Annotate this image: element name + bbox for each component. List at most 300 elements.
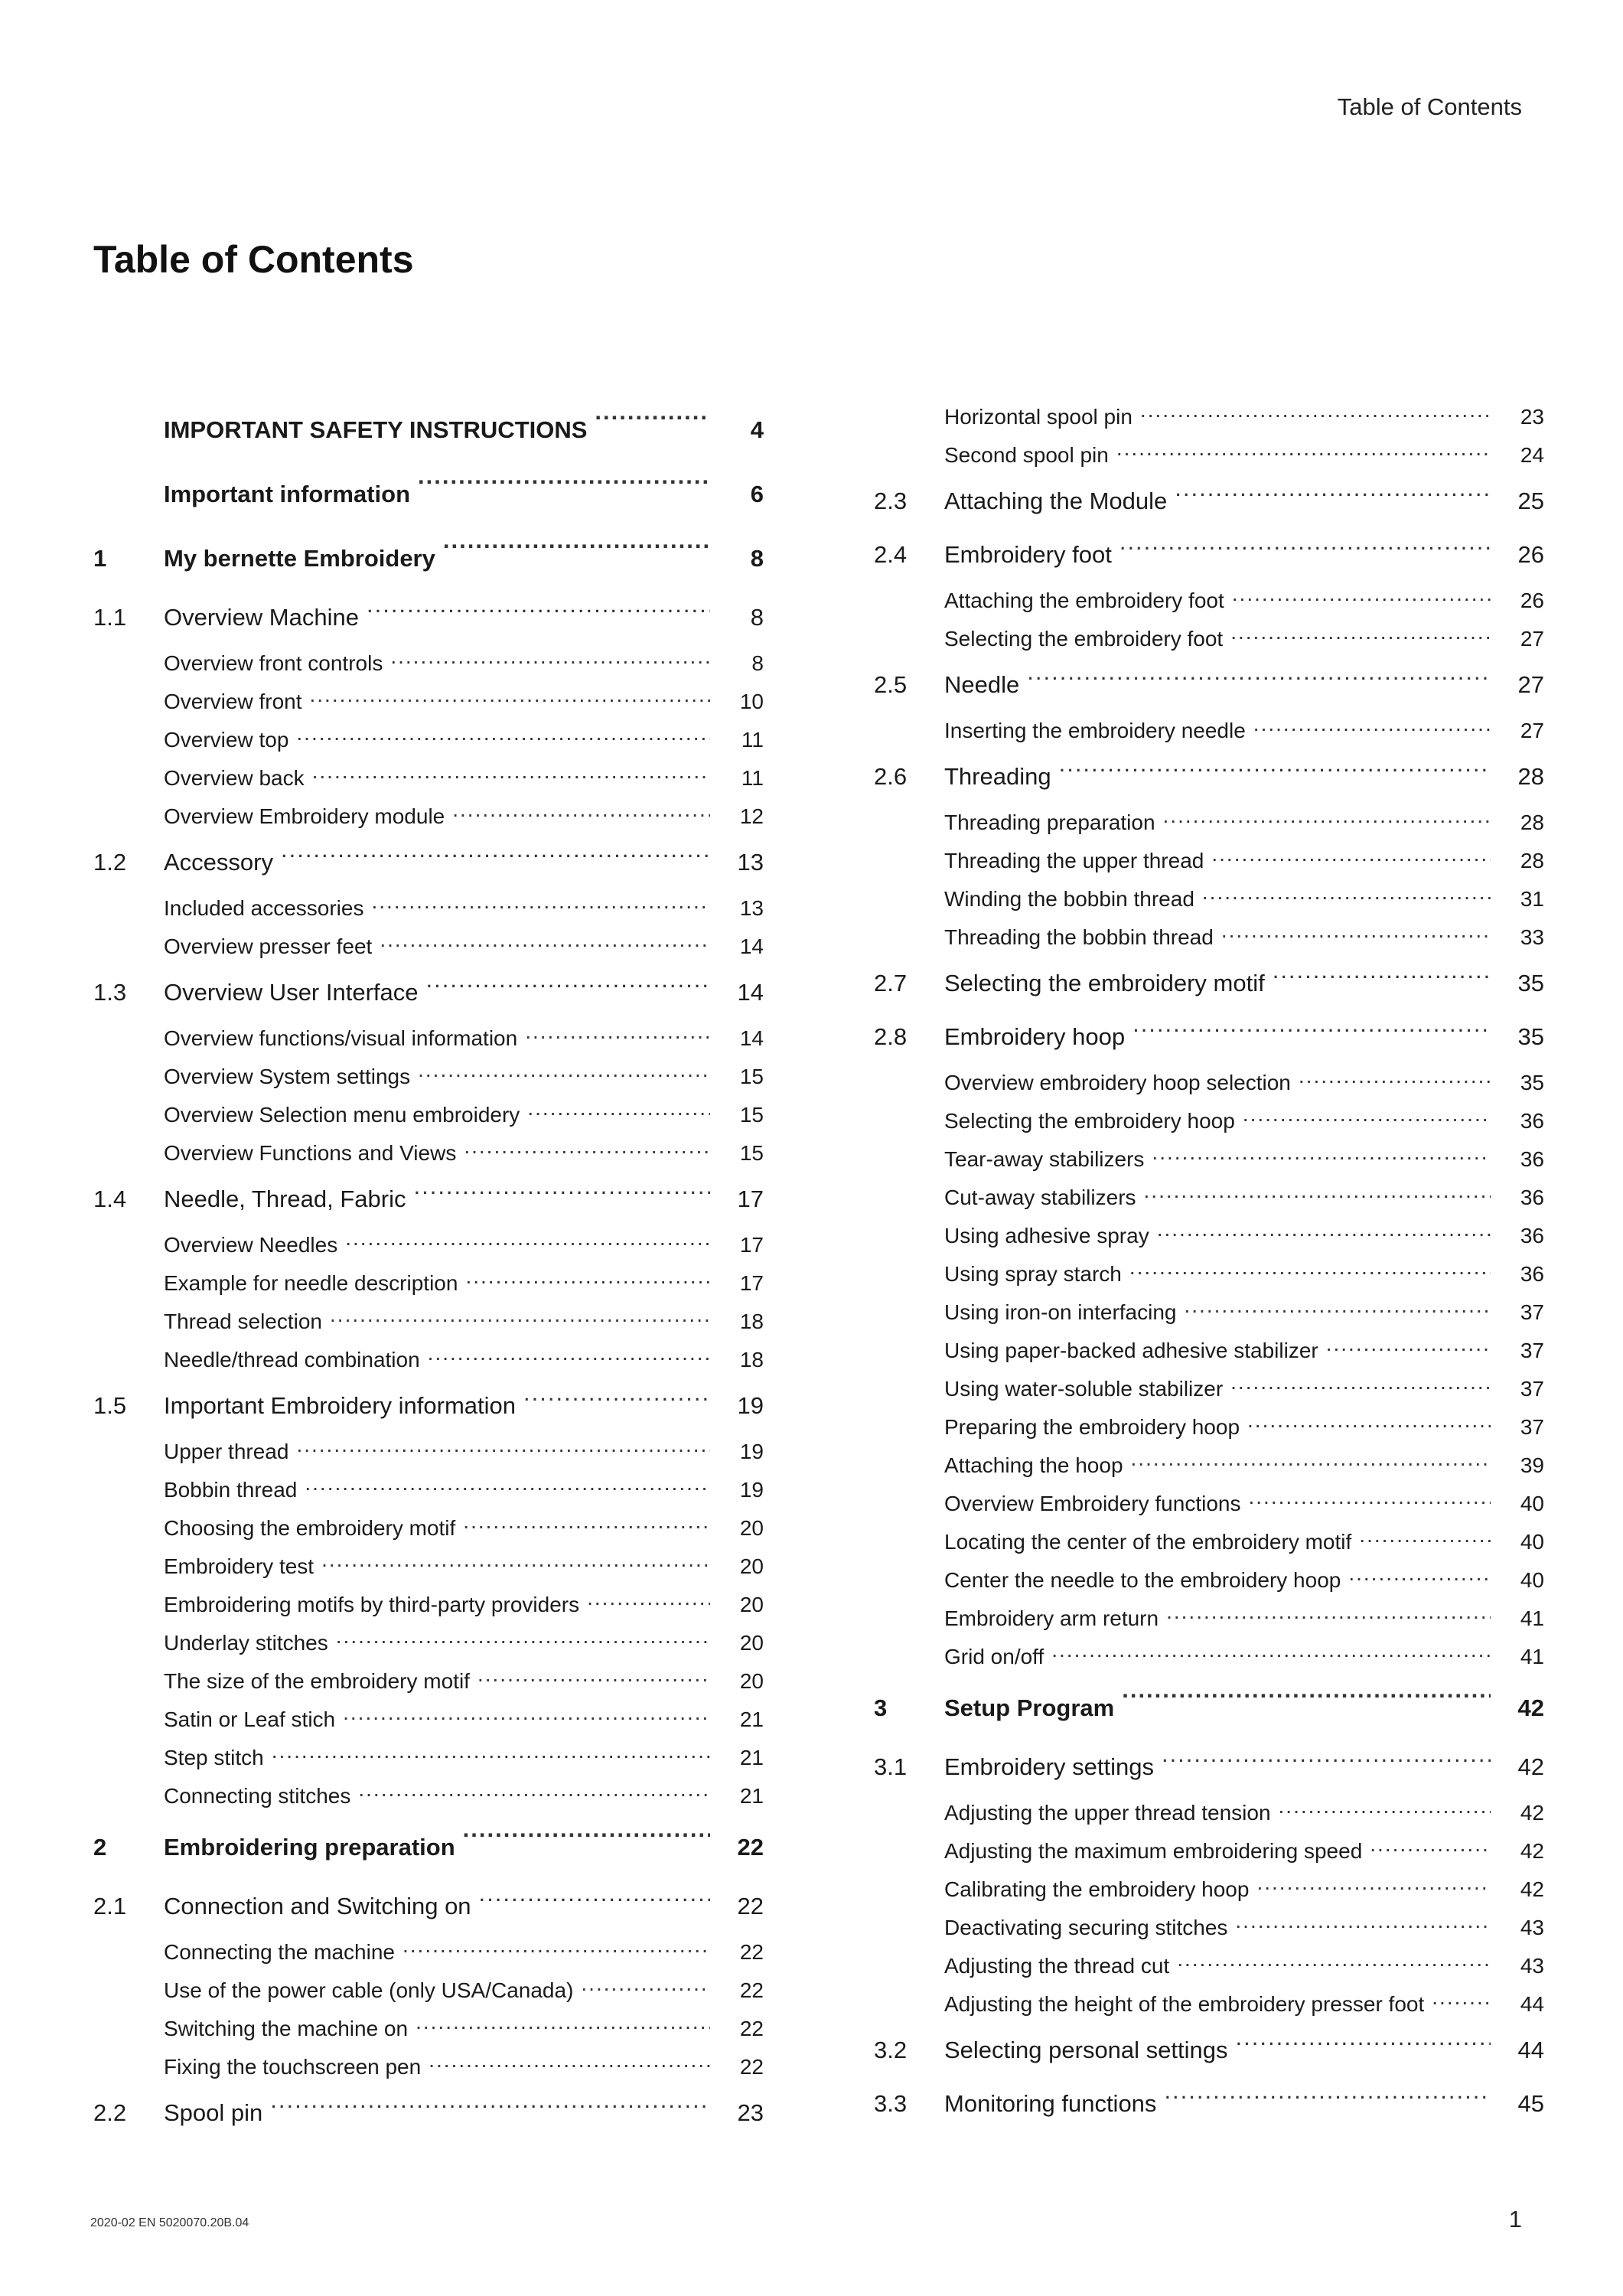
toc-entry-label: Selecting the embroidery hoop bbox=[944, 1109, 1235, 1133]
toc-entry-number: 3.1 bbox=[874, 1753, 908, 1780]
dot-leader bbox=[358, 1777, 710, 1799]
toc-entry[interactable] bbox=[874, 2077, 1544, 2131]
dot-leader bbox=[1157, 1217, 1491, 1238]
toc-entry[interactable] bbox=[874, 1985, 1544, 2024]
toc-entry[interactable] bbox=[93, 1433, 764, 1471]
dot-leader bbox=[1248, 1485, 1491, 1506]
dot-leader bbox=[1370, 1832, 1491, 1854]
toc-entry-label: Adjusting the thread cut bbox=[944, 1954, 1170, 1978]
dot-leader bbox=[1164, 2077, 1491, 2101]
toc-entry-label: Overview front bbox=[164, 690, 302, 713]
toc-entry[interactable] bbox=[93, 462, 764, 527]
toc-entry-number: 1 bbox=[93, 545, 107, 572]
toc-entry[interactable] bbox=[93, 966, 764, 1019]
dot-leader bbox=[581, 1971, 710, 1993]
toc-entry-label: Winding the bobbin thread bbox=[944, 887, 1194, 911]
toc-entry-label: Threading the upper thread bbox=[944, 849, 1204, 872]
toc-entry-label: Overview System settings bbox=[164, 1065, 411, 1088]
dot-leader bbox=[345, 1226, 710, 1247]
toc-entry-label: Overview functions/visual information bbox=[164, 1026, 518, 1050]
toc-entry-label: Cut-away stabilizers bbox=[944, 1186, 1136, 1209]
toc-entry[interactable] bbox=[874, 1179, 1544, 1217]
toc-entry-page: 15 bbox=[739, 1103, 764, 1127]
toc-entry[interactable] bbox=[874, 1740, 1544, 1794]
toc-entry-page: 19 bbox=[739, 1478, 764, 1502]
toc-entry-page: 21 bbox=[739, 1784, 764, 1808]
toc-entry[interactable] bbox=[874, 398, 1544, 436]
dot-leader bbox=[1122, 1676, 1491, 1700]
toc-entry-page: 20 bbox=[739, 1516, 764, 1540]
toc-entry[interactable] bbox=[93, 1933, 764, 1971]
dot-leader bbox=[479, 1880, 710, 1903]
dot-leader bbox=[443, 527, 710, 550]
dot-leader bbox=[371, 889, 710, 911]
dot-leader bbox=[367, 591, 710, 615]
toc-entry-label: Setup Program bbox=[944, 1694, 1115, 1721]
toc-entry[interactable] bbox=[93, 836, 764, 889]
toc-entry[interactable] bbox=[93, 797, 764, 836]
toc-entry-number: 1.5 bbox=[93, 1392, 127, 1419]
toc-entry-page: 6 bbox=[750, 481, 764, 507]
dot-leader bbox=[1236, 2024, 1491, 2047]
toc-entry[interactable] bbox=[874, 1446, 1544, 1485]
toc-entry-label: Monitoring functions bbox=[944, 2090, 1157, 2117]
toc-entry-page: 13 bbox=[739, 896, 764, 920]
dot-leader bbox=[310, 683, 711, 704]
dot-leader bbox=[429, 2048, 710, 2069]
toc-entry-page: 11 bbox=[741, 766, 764, 790]
toc-entry-page: 28 bbox=[1520, 849, 1544, 872]
toc-entry[interactable] bbox=[93, 1096, 764, 1134]
dot-leader bbox=[1202, 880, 1491, 902]
toc-entry-page: 26 bbox=[1520, 589, 1544, 612]
toc-entry-label: Selecting the embroidery motif bbox=[944, 970, 1265, 996]
toc-entry-label: Overview User Interface bbox=[164, 979, 419, 1006]
toc-column-right bbox=[874, 398, 1544, 2131]
toc-entry[interactable] bbox=[93, 683, 764, 721]
toc-entry-label: Using iron-on interfacing bbox=[944, 1300, 1177, 1324]
toc-entry-page: 20 bbox=[739, 1669, 764, 1693]
toc-entry-page: 36 bbox=[1520, 1262, 1544, 1286]
dot-leader bbox=[330, 1303, 710, 1324]
dot-leader bbox=[1185, 1293, 1491, 1315]
dot-leader bbox=[463, 1509, 710, 1531]
toc-entry-number: 3.2 bbox=[874, 2037, 908, 2063]
toc-entry-label: Needle/thread combination bbox=[164, 1348, 420, 1371]
toc-entry-page: 42 bbox=[1517, 1753, 1544, 1780]
toc-entry[interactable] bbox=[874, 436, 1544, 475]
toc-entry-label: Overview Selection menu embroidery bbox=[164, 1103, 520, 1127]
toc-entry-label: Spool pin bbox=[164, 2099, 263, 2126]
toc-entry-page: 13 bbox=[737, 849, 764, 876]
toc-entry[interactable] bbox=[93, 398, 764, 462]
dot-leader bbox=[1211, 842, 1491, 863]
toc-entry-page: 15 bbox=[739, 1141, 764, 1165]
toc-entry-page: 11 bbox=[741, 728, 764, 752]
toc-entry-page: 37 bbox=[1520, 1339, 1544, 1362]
dot-leader bbox=[1273, 957, 1491, 980]
dot-leader bbox=[281, 836, 710, 859]
toc-entry-page: 41 bbox=[1520, 1645, 1544, 1668]
toc-entry-label: Overview front controls bbox=[164, 651, 383, 675]
toc-entry-page: 28 bbox=[1517, 763, 1544, 790]
dot-leader bbox=[1221, 918, 1491, 940]
dot-leader bbox=[1152, 1140, 1491, 1162]
toc-entry-page: 37 bbox=[1520, 1415, 1544, 1439]
dot-leader bbox=[1359, 1523, 1491, 1544]
dot-leader bbox=[1175, 475, 1491, 498]
toc-entry[interactable] bbox=[874, 712, 1544, 750]
toc-entry[interactable] bbox=[93, 1303, 764, 1341]
toc-entry[interactable] bbox=[874, 1638, 1544, 1676]
toc-entry[interactable] bbox=[874, 1676, 1544, 1740]
toc-entry[interactable] bbox=[93, 1471, 764, 1509]
toc-entry[interactable] bbox=[93, 1019, 764, 1058]
toc-entry[interactable] bbox=[874, 1217, 1544, 1255]
toc-entry-label: Second spool pin bbox=[944, 443, 1109, 467]
toc-entry-page: 17 bbox=[737, 1186, 764, 1212]
toc-entry[interactable] bbox=[93, 591, 764, 644]
toc-entry[interactable] bbox=[874, 880, 1544, 918]
toc-entry[interactable] bbox=[874, 1102, 1544, 1140]
toc-entry-label: Adjusting the upper thread tension bbox=[944, 1801, 1271, 1825]
toc-entry-label: My bernette Embroidery bbox=[164, 545, 435, 572]
dot-leader bbox=[1133, 1010, 1491, 1034]
toc-entry-label: Overview presser feet bbox=[164, 934, 373, 958]
toc-entry-label: Attaching the hoop bbox=[944, 1453, 1123, 1477]
toc-entry-label: Attaching the Module bbox=[944, 488, 1168, 514]
toc-entry-label: Upper thread bbox=[164, 1440, 289, 1463]
toc-entry[interactable] bbox=[874, 1561, 1544, 1600]
dot-leader bbox=[1162, 1740, 1491, 1764]
toc-entry[interactable] bbox=[874, 842, 1544, 880]
toc-entry[interactable] bbox=[874, 528, 1544, 582]
toc-entry-page: 21 bbox=[739, 1746, 764, 1769]
toc-entry[interactable] bbox=[874, 918, 1544, 957]
dot-leader bbox=[1256, 1870, 1491, 1892]
toc-entry[interactable] bbox=[93, 1264, 764, 1303]
toc-entry-page: 14 bbox=[739, 1026, 764, 1050]
dot-leader bbox=[477, 1662, 710, 1684]
dot-leader bbox=[296, 1433, 710, 1454]
toc-entry[interactable] bbox=[874, 1870, 1544, 1909]
toc-entry-page: 12 bbox=[739, 804, 764, 828]
toc-entry-number: 2.8 bbox=[874, 1023, 908, 1050]
dot-leader bbox=[525, 1019, 710, 1041]
toc-entry[interactable] bbox=[874, 1332, 1544, 1370]
toc-entry-page: 36 bbox=[1520, 1147, 1544, 1171]
toc-entry-page: 36 bbox=[1520, 1109, 1544, 1133]
toc-entry-label: Preparing the embroidery hoop bbox=[944, 1415, 1240, 1439]
toc-entry-label: Deactivating securing stitches bbox=[944, 1916, 1228, 1939]
toc-entry[interactable] bbox=[93, 1341, 764, 1379]
toc-entry-page: 17 bbox=[739, 1233, 764, 1257]
toc-entry-label: Accessory bbox=[164, 849, 273, 876]
toc-entry-page: 10 bbox=[739, 690, 764, 713]
dot-leader bbox=[1140, 398, 1491, 419]
toc-entry-label: Grid on/off bbox=[944, 1645, 1045, 1668]
toc-entry[interactable] bbox=[93, 1624, 764, 1662]
toc-entry[interactable] bbox=[874, 1523, 1544, 1561]
toc-entry-label: Calibrating the embroidery hoop bbox=[944, 1877, 1250, 1901]
toc-entry[interactable] bbox=[93, 721, 764, 759]
dot-leader bbox=[426, 966, 711, 990]
toc-entry[interactable] bbox=[874, 1600, 1544, 1638]
toc-entry-number: 3.3 bbox=[874, 2090, 908, 2117]
toc-entry[interactable] bbox=[874, 1485, 1544, 1523]
toc-entry[interactable] bbox=[874, 1909, 1544, 1947]
dot-leader bbox=[1348, 1561, 1491, 1583]
dot-leader bbox=[1299, 1064, 1491, 1085]
toc-entry-page: 20 bbox=[739, 1631, 764, 1655]
toc-entry-page: 35 bbox=[1520, 1071, 1544, 1094]
toc-entry[interactable] bbox=[93, 644, 764, 683]
toc-entry[interactable] bbox=[93, 1777, 764, 1815]
toc-entry-label: Needle, Thread, Fabric bbox=[164, 1186, 406, 1212]
toc-entry-page: 18 bbox=[739, 1309, 764, 1333]
toc-entry[interactable] bbox=[93, 1971, 764, 2010]
dot-leader bbox=[416, 2010, 710, 2031]
toc-entry-number: 2.4 bbox=[874, 541, 908, 568]
toc-entry[interactable] bbox=[874, 750, 1544, 804]
toc-entry-page: 8 bbox=[750, 545, 764, 572]
dot-leader bbox=[1326, 1332, 1491, 1353]
toc-entry-label: Underlay stitches bbox=[164, 1631, 328, 1655]
toc-entry-page: 26 bbox=[1517, 541, 1544, 568]
toc-entry[interactable] bbox=[874, 1293, 1544, 1332]
dot-leader bbox=[1051, 1638, 1491, 1659]
toc-entry-label: Thread selection bbox=[164, 1309, 323, 1333]
toc-entry[interactable] bbox=[93, 2086, 764, 2140]
running-header: Table of Contents bbox=[1337, 93, 1522, 120]
toc-entry[interactable] bbox=[874, 957, 1544, 1010]
toc-entry[interactable] bbox=[93, 1134, 764, 1172]
toc-entry[interactable] bbox=[874, 620, 1544, 658]
toc-entry[interactable] bbox=[874, 1947, 1544, 1985]
toc-entry[interactable] bbox=[93, 1226, 764, 1264]
toc-entry-number: 1.2 bbox=[93, 849, 127, 876]
toc-entry-label: Needle bbox=[944, 671, 1020, 698]
toc-entry[interactable] bbox=[93, 527, 764, 591]
toc-entry-page: 17 bbox=[739, 1271, 764, 1295]
toc-entry-page: 20 bbox=[739, 1593, 764, 1616]
toc-entry-label: Example for needle description bbox=[164, 1271, 458, 1295]
toc-entry[interactable] bbox=[874, 1794, 1544, 1832]
toc-entry-label: Important Embroidery information bbox=[164, 1392, 517, 1419]
toc-entry-number: 2.6 bbox=[874, 763, 908, 790]
toc-entry-label: Connecting stitches bbox=[164, 1784, 351, 1808]
toc-entry-page: 24 bbox=[1520, 443, 1544, 467]
dot-leader bbox=[1230, 1370, 1491, 1391]
toc-entry[interactable] bbox=[874, 1064, 1544, 1102]
toc-entry[interactable] bbox=[874, 1370, 1544, 1408]
dot-leader bbox=[464, 1134, 710, 1156]
toc-entry-page: 44 bbox=[1520, 1992, 1544, 2016]
toc-entry-label: Satin or Leaf stich bbox=[164, 1707, 336, 1731]
toc-entry-label: Embroidering preparation bbox=[164, 1834, 455, 1861]
dot-leader bbox=[272, 1739, 710, 1760]
toc-entry-page: 8 bbox=[751, 651, 764, 675]
toc-entry[interactable] bbox=[874, 1140, 1544, 1179]
dot-leader bbox=[1059, 750, 1491, 774]
toc-entry[interactable] bbox=[874, 2024, 1544, 2077]
toc-entry[interactable] bbox=[93, 1880, 764, 1933]
toc-entry[interactable] bbox=[93, 1379, 764, 1433]
toc-entry-number: 2.5 bbox=[874, 671, 908, 698]
dot-leader bbox=[1129, 1255, 1491, 1277]
toc-entry-label: Attaching the embroidery foot bbox=[944, 589, 1224, 612]
dot-leader bbox=[428, 1341, 710, 1362]
dot-leader bbox=[1163, 804, 1491, 825]
toc-entry-page: 43 bbox=[1520, 1916, 1544, 1939]
toc-entry-label: Step stitch bbox=[164, 1746, 264, 1769]
toc-entry-label: Embroidery hoop bbox=[944, 1023, 1126, 1050]
toc-entry[interactable] bbox=[93, 759, 764, 797]
toc-entry[interactable] bbox=[93, 2048, 764, 2086]
toc-entry-page: 23 bbox=[737, 2099, 764, 2126]
dot-leader bbox=[463, 1815, 710, 1839]
toc-entry[interactable] bbox=[874, 475, 1544, 528]
toc-entry-label: Overview top bbox=[164, 728, 289, 752]
toc-entry-page: 20 bbox=[739, 1554, 764, 1578]
toc-entry-page: 22 bbox=[739, 2055, 764, 2079]
toc-entry-label: Tear-away stabilizers bbox=[944, 1147, 1145, 1171]
dot-leader bbox=[1279, 1794, 1491, 1815]
dot-leader bbox=[418, 1058, 710, 1079]
toc-entry[interactable] bbox=[874, 1408, 1544, 1446]
toc-entry-page: 15 bbox=[739, 1065, 764, 1088]
toc-entry-number: 2.7 bbox=[874, 970, 908, 996]
toc-entry[interactable] bbox=[93, 1548, 764, 1586]
dot-leader bbox=[312, 759, 710, 781]
toc-entry-page: 23 bbox=[1520, 405, 1544, 429]
toc-entry[interactable] bbox=[93, 1739, 764, 1777]
toc-entry[interactable] bbox=[93, 928, 764, 966]
toc-entry-page: 22 bbox=[737, 1893, 764, 1919]
toc-entry-label: Included accessories bbox=[164, 896, 364, 920]
toc-entry-label: Overview Machine bbox=[164, 604, 359, 631]
dot-leader bbox=[587, 1586, 710, 1607]
toc-entry[interactable] bbox=[874, 1255, 1544, 1293]
toc-entry-page: 14 bbox=[739, 934, 764, 958]
toc-entry-page: 35 bbox=[1517, 970, 1544, 996]
toc-entry[interactable] bbox=[93, 889, 764, 928]
toc-entry[interactable] bbox=[93, 2010, 764, 2048]
toc-entry-number: 1.4 bbox=[93, 1186, 127, 1212]
toc-entry-label: Locating the center of the embroidery motif bbox=[944, 1530, 1352, 1554]
toc-entry-page: 42 bbox=[1520, 1801, 1544, 1825]
dot-leader bbox=[270, 2086, 710, 2110]
toc-entry[interactable] bbox=[93, 1662, 764, 1701]
toc-entry[interactable] bbox=[93, 1815, 764, 1880]
toc-entry-page: 37 bbox=[1520, 1300, 1544, 1324]
toc-entry-label: Overview Needles bbox=[164, 1233, 338, 1257]
toc-column-left bbox=[93, 398, 764, 2140]
toc-entry-page: 8 bbox=[750, 604, 764, 631]
toc-entry-page: 41 bbox=[1520, 1606, 1544, 1630]
toc-entry[interactable] bbox=[874, 582, 1544, 620]
toc-entry-label: Embroidery arm return bbox=[944, 1606, 1159, 1630]
toc-entry-page: 40 bbox=[1520, 1568, 1544, 1592]
toc-entry-page: 43 bbox=[1520, 1954, 1544, 1978]
toc-entry-label: Center the needle to the embroidery hoop bbox=[944, 1568, 1341, 1592]
toc-entry-page: 35 bbox=[1517, 1023, 1544, 1050]
toc-entry-page: 22 bbox=[737, 1834, 764, 1861]
dot-leader bbox=[595, 398, 710, 422]
toc-entry-label: Important information bbox=[164, 481, 411, 507]
toc-entry-page: 19 bbox=[737, 1392, 764, 1419]
toc-entry-label: Fixing the touchscreen pen bbox=[164, 2055, 422, 2079]
toc-entry-label: Choosing the embroidery motif bbox=[164, 1516, 456, 1540]
toc-entry-number: 2.2 bbox=[93, 2099, 127, 2126]
dot-leader bbox=[523, 1379, 710, 1403]
toc-entry-page: 37 bbox=[1520, 1377, 1544, 1401]
toc-entry-label: Connection and Switching on bbox=[164, 1893, 471, 1919]
toc-entry-number: 1.3 bbox=[93, 979, 127, 1006]
toc-entry-label: Threading bbox=[944, 763, 1051, 790]
toc-entry-label: Selecting the embroidery foot bbox=[944, 627, 1224, 651]
toc-entry-page: 14 bbox=[737, 979, 764, 1006]
dot-leader bbox=[1166, 1600, 1491, 1621]
toc-entry-label: The size of the embroidery motif bbox=[164, 1669, 470, 1693]
dot-leader bbox=[1247, 1408, 1491, 1430]
toc-entry-page: 27 bbox=[1517, 671, 1544, 698]
dot-leader bbox=[1131, 1446, 1491, 1468]
toc-entry-number: 3 bbox=[874, 1694, 888, 1721]
dot-leader bbox=[1144, 1179, 1491, 1200]
toc-entry-label: Embroidery foot bbox=[944, 541, 1112, 568]
dot-leader bbox=[1432, 1985, 1491, 2007]
dot-leader bbox=[380, 928, 710, 949]
toc-entry[interactable] bbox=[93, 1586, 764, 1624]
dot-leader bbox=[321, 1548, 710, 1569]
toc-entry[interactable] bbox=[93, 1701, 764, 1739]
dot-leader bbox=[1116, 436, 1491, 458]
toc-entry-label: Using water-soluble stabilizer bbox=[944, 1377, 1224, 1401]
toc-entry[interactable] bbox=[93, 1172, 764, 1226]
page-title: Table of Contents bbox=[93, 238, 414, 281]
toc-entry[interactable] bbox=[93, 1058, 764, 1096]
toc-entry[interactable] bbox=[874, 658, 1544, 712]
toc-entry-label: Overview back bbox=[164, 766, 305, 790]
toc-entry-page: 40 bbox=[1520, 1492, 1544, 1515]
toc-entry[interactable] bbox=[874, 1010, 1544, 1064]
dot-leader bbox=[418, 462, 710, 486]
toc-entry[interactable] bbox=[874, 1832, 1544, 1870]
toc-entry-label: Overview Functions and Views bbox=[164, 1141, 457, 1165]
dot-leader bbox=[527, 1096, 710, 1117]
toc-entry-label: Threading preparation bbox=[944, 810, 1155, 834]
dot-leader bbox=[296, 721, 710, 742]
toc-entry-page: 42 bbox=[1517, 1694, 1544, 1721]
toc-entry-label: Embroidery settings bbox=[944, 1753, 1154, 1780]
toc-entry-page: 36 bbox=[1520, 1186, 1544, 1209]
toc-entry[interactable] bbox=[93, 1509, 764, 1548]
dot-leader bbox=[1177, 1947, 1491, 1968]
toc-entry-page: 36 bbox=[1520, 1224, 1544, 1247]
toc-entry[interactable] bbox=[874, 804, 1544, 842]
toc-entry-page: 22 bbox=[739, 1940, 764, 1964]
toc-entry-label: Selecting personal settings bbox=[944, 2037, 1228, 2063]
toc-entry-label: Using paper-backed adhesive stabilizer bbox=[944, 1339, 1318, 1362]
dot-leader bbox=[390, 644, 710, 666]
toc-entry-page: 18 bbox=[739, 1348, 764, 1371]
page-number: 1 bbox=[1508, 2206, 1522, 2232]
dot-leader bbox=[465, 1264, 710, 1286]
toc-entry-page: 33 bbox=[1520, 925, 1544, 949]
toc-entry-label: Embroidery test bbox=[164, 1554, 314, 1578]
toc-entry-label: Bobbin thread bbox=[164, 1478, 298, 1502]
